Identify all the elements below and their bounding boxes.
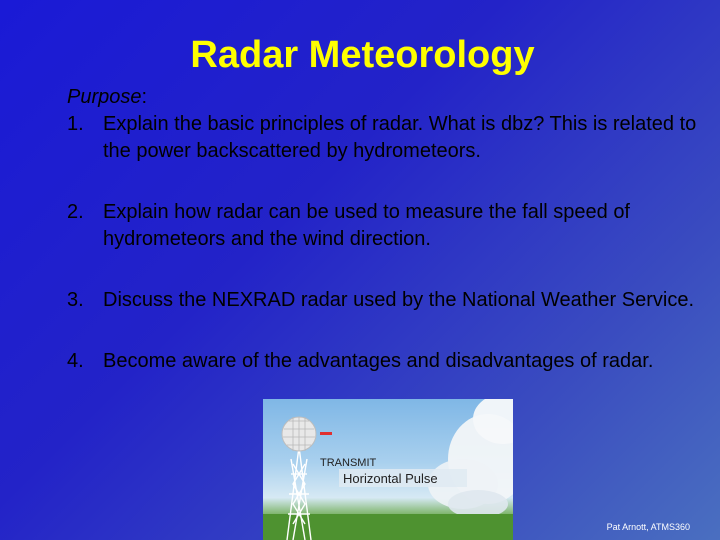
list-item-text: Become aware of the advantages and disadvantages of radar. — [103, 350, 654, 372]
cloud-shape — [428, 399, 513, 518]
slide-title: Radar Meteorology — [190, 34, 535, 76]
list-item — [67, 287, 707, 314]
purpose-label: Purpose — [67, 86, 142, 108]
credit-text: Pat Arnott, ATMS360 — [606, 522, 690, 532]
list-item-text: Explain how radar can be used to measure the fall speed of hydrometeors and the wind direction. — [103, 201, 630, 250]
purpose-heading — [67, 84, 707, 111]
list-item-number: 4. — [67, 350, 84, 372]
list-item — [67, 348, 707, 375]
purpose-list — [67, 111, 707, 375]
pulse-label: Horizontal Pulse — [343, 471, 438, 486]
slide-content — [67, 84, 707, 375]
list-item-number: 3. — [67, 289, 84, 311]
list-item-text: Explain the basic principles of radar. What is dbz? This is related to the power backscattered by hydrometeors. — [103, 113, 697, 162]
list-item-number: 1. — [67, 113, 84, 135]
list-item-text: Discuss the NEXRAD radar used by the National Weather Service. — [103, 289, 695, 311]
list-item-number: 2. — [67, 201, 84, 223]
transmit-label: TRANSMIT — [320, 457, 377, 469]
list-item — [67, 199, 707, 253]
radar-illustration-drawing — [263, 399, 513, 540]
radar-pulse — [320, 432, 332, 435]
purpose-colon: : — [141, 86, 148, 108]
radome-icon — [282, 417, 316, 451]
radar-illustration — [263, 399, 513, 540]
list-item — [67, 111, 707, 165]
